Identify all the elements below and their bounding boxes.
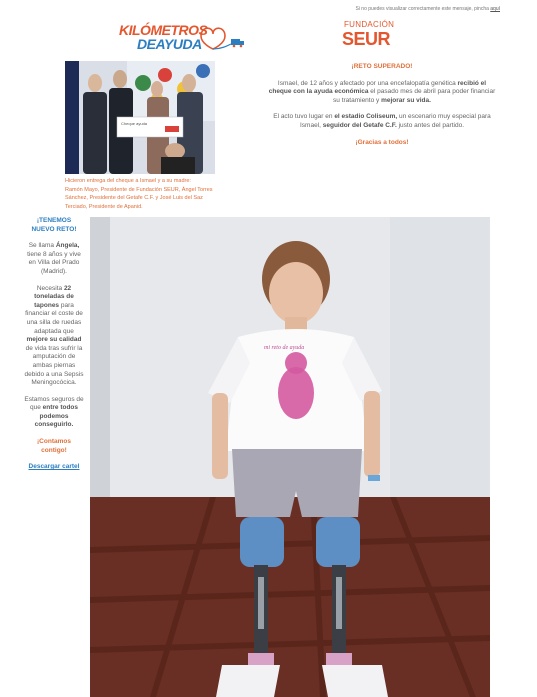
- reto-superado-paragraph-1: [268, 80, 496, 106]
- view-in-browser-note: [355, 6, 500, 12]
- view-in-browser-text: Si no puedes visualizar correctamente este mensaje, pincha: [355, 6, 489, 12]
- bold-span: mejore su calidad: [26, 336, 82, 344]
- bold-span: entre todos podemos conseguirlo.: [34, 404, 79, 429]
- caption-line2: Ramón Mayo, Presidente de Fundación SEUR, Ángel Torres Sánchez, Presidente del Getafe C.F. y José Luis del Saz Terciado, Presidente de Apanid.: [65, 186, 213, 210]
- nuevo-reto-paragraph-1: [24, 242, 84, 276]
- km-logo-line1: KILÓMETROS: [119, 22, 208, 38]
- seur-logo-line2: SEUR: [342, 29, 391, 49]
- shirt-text: mi reto de ayuda: [264, 345, 305, 351]
- nuevo-reto-section: [24, 217, 84, 480]
- nuevo-reto-paragraph-3: [24, 396, 84, 430]
- download-wrapper: [24, 463, 84, 472]
- cheque-delivery-photo: [65, 61, 215, 174]
- km-logo-line2: DEAYUDA: [137, 36, 202, 52]
- nuevo-reto-heading: [24, 217, 84, 234]
- fundacion-seur-logo: [342, 18, 402, 54]
- view-in-browser-link[interactable]: aquí: [490, 6, 500, 12]
- reto-superado-paragraph-2: [268, 113, 496, 130]
- text-span: un escenario muy especial para Ismael,: [299, 113, 491, 129]
- caption-line1: Hicieron entrega del cheque a Ismael y a su madre:: [65, 178, 191, 184]
- text-span: el pasado mes de abril para poder financiar su tratamiento y: [333, 88, 496, 104]
- bold-span: el estadio Coliseum,: [334, 113, 398, 121]
- nuevo-reto-paragraph-2: [24, 285, 84, 388]
- bold-span: 22 toneladas de tapones: [34, 284, 74, 309]
- text-span: Ismael, de 12 años y afectado por una encefalopatía genética: [277, 79, 458, 87]
- download-poster-link[interactable]: Descargar cartel: [28, 463, 80, 471]
- text-span: Estamos seguros de que: [24, 395, 84, 412]
- kilometros-de-ayuda-logo: [113, 18, 248, 54]
- thanks-text: ¡Gracias a todos!: [355, 138, 409, 146]
- heading-line: NUEVO RETO!: [31, 225, 77, 233]
- text-span: de vida tras sufrir la amputación de ambas piernas debido a una Sepsis Meningocócica.: [24, 344, 84, 387]
- bold-span: seguidor del Getafe C.F.: [322, 121, 397, 129]
- heart-truck-icon: [197, 22, 245, 52]
- contamos-line: contigo!: [41, 446, 67, 454]
- text-span: El acto tuvo lugar en: [273, 113, 335, 121]
- text-span: Se llama: [28, 242, 56, 250]
- cheque-label: Cheque ayuda: [121, 121, 148, 126]
- bold-span: recibió el cheque con la ayuda económica: [268, 79, 487, 96]
- bold-span: Ángela,: [55, 242, 80, 250]
- reto-superado-heading: ¡RETO SUPERADO!: [351, 63, 413, 70]
- text-span: justo antes del partido.: [396, 121, 465, 129]
- reto-superado-section: [268, 63, 496, 147]
- text-span: para financiar el coste de una silla de ruedas adaptada que: [25, 301, 83, 335]
- photo-caption: [65, 177, 215, 211]
- bold-span: mejorar su vida.: [381, 96, 431, 104]
- angela-photo: [90, 217, 490, 697]
- text-span: tiene 8 años y vive en Villa del Prado (Madrid).: [27, 250, 81, 275]
- seur-logo-line1: FUNDACIÓN: [344, 20, 395, 29]
- heading-line: ¡TENEMOS: [36, 217, 72, 224]
- text-span: Necesita: [36, 284, 64, 292]
- contamos-contigo-text: [24, 438, 84, 455]
- contamos-line: ¡Contamos: [37, 438, 71, 446]
